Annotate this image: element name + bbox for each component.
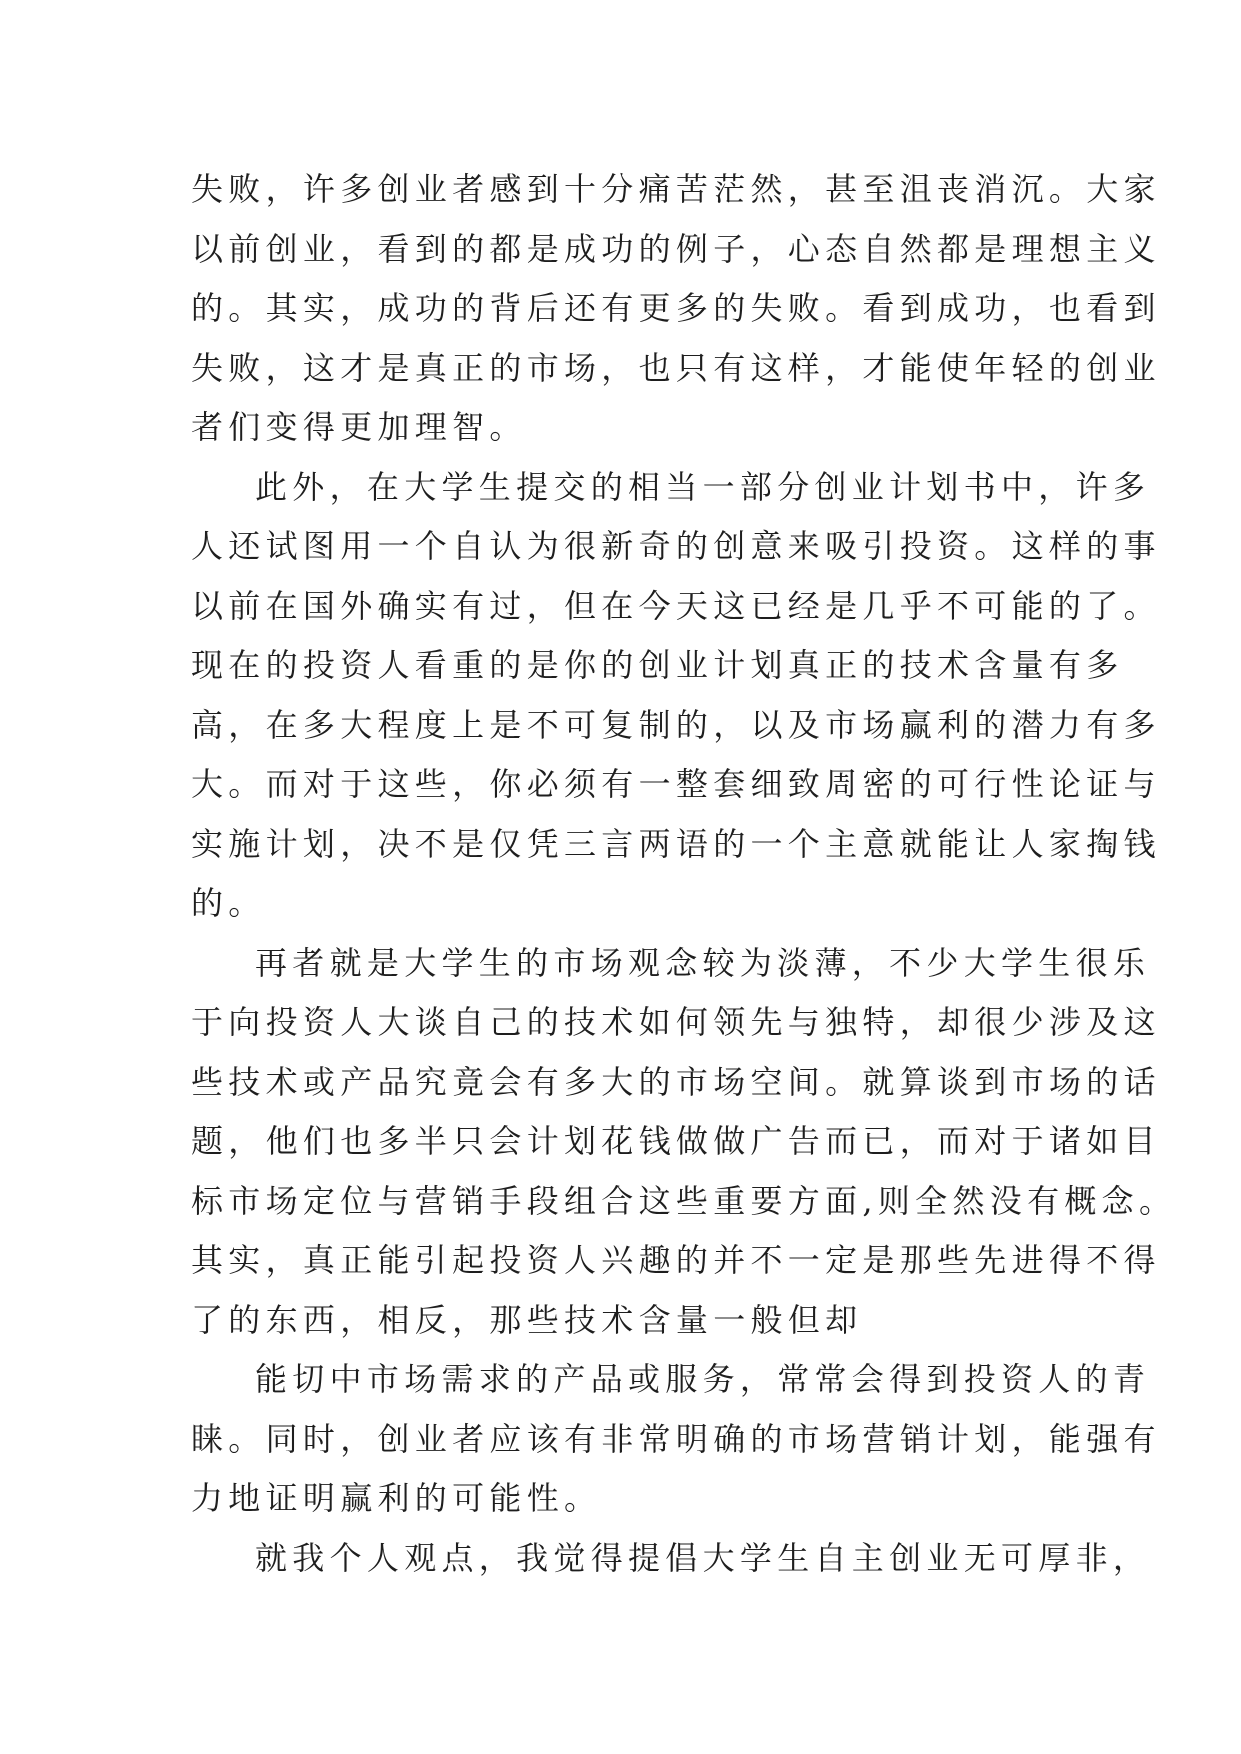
text-line: 的。 (191, 884, 266, 922)
paragraph-first-line: 此外，在大学生提交的相当一部分创业计划书中，许多 (255, 467, 1151, 506)
text-line: 睐。同时，创业者应该有非常明确的市场营销计划，能强有 (191, 1419, 1161, 1458)
text-line: 实施计划，决不是仅凭三言两语的一个主意就能让人家掏钱 (191, 824, 1161, 863)
text-line: 失败，许多创业者感到十分痛苦茫然，甚至沮丧消沉。大家 (191, 170, 1161, 208)
text-line: 大。而对于这些，你必须有一整套细致周密的可行性论证与 (191, 765, 1161, 803)
text-line: 其实，真正能引起投资人兴趣的并不一定是那些先进得不得 (191, 1241, 1161, 1279)
text-line: 了的东西，相反，那些技术含量一般但却 (191, 1300, 863, 1339)
paragraph-first-line: 能切中市场需求的产品或服务，常常会得到投资人的青 (255, 1360, 1151, 1398)
text-line: 高，在多大程度上是不可复制的，以及市场赢利的潜力有多 (191, 705, 1161, 744)
text-line: 以前创业，看到的都是成功的例子，心态自然都是理想主义 (191, 229, 1161, 268)
body-text (191, 160, 1177, 1588)
text-line: 现在的投资人看重的是你的创业计划真正的技术含量有多 (191, 646, 1124, 684)
text-line: 标市场定位与营销手段组合这些重要方面,则全然没有概念。 (191, 1181, 1177, 1220)
paragraph-first-line: 就我个人观点，我觉得提倡大学生自主创业无可厚非， (255, 1538, 1151, 1577)
text-line: 的。其实，成功的背后还有更多的失败。看到成功，也看到 (191, 289, 1161, 327)
text-line: 于向投资人大谈自己的技术如何领先与独特，却很少涉及这 (191, 1003, 1161, 1041)
text-line: 些技术或产品究竟会有多大的市场空间。就算谈到市场的话 (191, 1062, 1161, 1101)
text-line: 人还试图用一个自认为很新奇的创意来吸引投资。这样的事 (191, 527, 1161, 565)
text-line: 力地证明赢利的可能性。 (191, 1479, 602, 1517)
text-line: 题，他们也多半只会计划花钱做做广告而已，而对于诸如目 (191, 1122, 1161, 1160)
paragraph-first-line: 再者就是大学生的市场观念较为淡薄，不少大学生很乐 (255, 943, 1151, 982)
text-line: 者们变得更加理智。 (191, 408, 527, 446)
text-line: 失败，这才是真正的市场，也只有这样，才能使年轻的创业 (191, 348, 1161, 387)
text-line: 以前在国外确实有过，但在今天这已经是几乎不可能的了。 (191, 586, 1161, 625)
